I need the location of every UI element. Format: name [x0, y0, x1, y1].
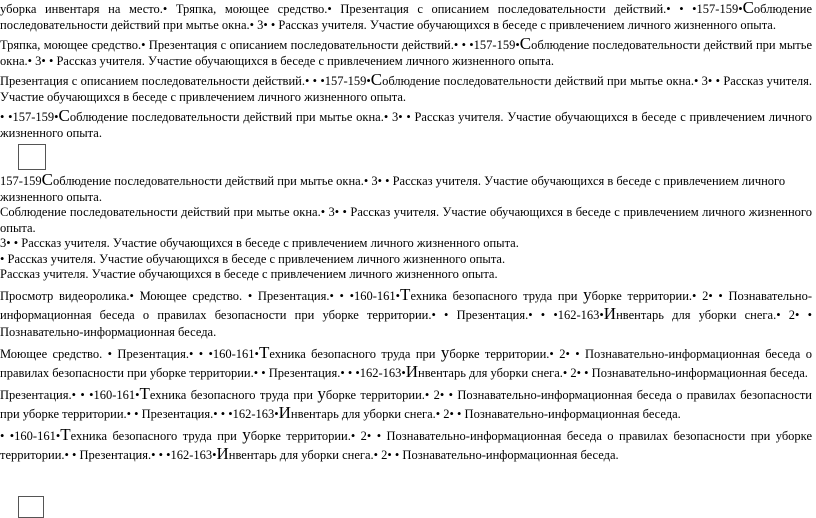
paragraph-1: уборка инвентаря на место.• Тряпка, моющее средство.• Презентация с описанием последовательности действий.• • •157-159•Соблюдение последовательности действий при мытье окна.• 3• • Рассказ учителя. Участие обучающихся в беседе с привлечением личного жизненного опыта. — [0, 0, 812, 32]
paragraph-10: Просмотр видеоролика.• Моющее средство. • Презентация.• • •160-161•Техника безопасного труда при уборке территории.• 2• • Познавательно-информационная беседа о правилах безопасности при уборке территории.• • Презентация.• • •162-163•Инвентарь для уборки снега.• 2• • Познавательно-информационная беседа. — [0, 284, 812, 339]
paragraph-12: Презентация.• • •160-161•Техника безопасного труда при уборке территории.• 2• • Познавательно-информационная беседа о правилах безопасности при уборке территории.• • Презентация.• • •162-163•Инвентарь для уборки снега.• 2• • Познавательно-информационная беседа. — [0, 383, 812, 422]
paragraph-6: Соблюдение последовательности действий при мытье окна.• 3• • Рассказ учителя. Участие обучающихся в беседе с привлечением личного жизненного опыта. — [0, 205, 812, 235]
paragraph-8: • Рассказ учителя. Участие обучающихся в беседе с привлечением личного жизненного опыта. — [0, 251, 506, 266]
paragraph-7: 3• • Рассказ учителя. Участие обучающихся в беседе с привлечением личного жизненного опыта. — [0, 236, 519, 250]
paragraph-3: Презентация с описанием последовательности действий.• • •157-159•Соблюдение последовательности действий при мытье окна.• 3• • Рассказ учителя. Участие обучающихся в беседе с привлечением личного жизненного опыта. — [0, 70, 812, 104]
paragraph-2: Тряпка, моющее средство.• Презентация с описанием последовательности действий.• • •157-159•Соблюдение последовательности действий при мытье окна.• 3• • Рассказ учителя. Участие обучающихся в беседе с привлечением личного жизненного опыта. — [0, 34, 812, 68]
paragraph-13: • •160-161•Техника безопасного труда при уборке территории.• 2• • Познавательно-информационная беседа о правилах безопасности при уборке территории.• • Презентация.• • •162-163•Инвентарь для уборки снега.• 2• • Познавательно-информационная беседа. — [0, 424, 812, 463]
image-placeholder-box — [18, 144, 46, 170]
image-placeholder-box-bottom — [18, 496, 44, 518]
paragraph-9: Рассказ учителя. Участие обучающихся в беседе с привлечением личного жизненного опыта. — [0, 267, 498, 281]
paragraph-4: • •157-159•Соблюдение последовательности действий при мытье окна.• 3• • Рассказ учителя. Участие обучающихся в беседе с привлечением личного жизненного опыта. — [0, 106, 812, 140]
paragraph-11: Моющее средство. • Презентация.• • •160-161•Техника безопасного труда при уборке территории.• 2• • Познавательно-информационная беседа о правилах безопасности при уборке территории.• • Презентация.• • •162-163•Инвентарь для уборки снега.• 2• • Познавательно-информационная беседа. — [0, 342, 812, 381]
paragraph-5: 157-159Соблюдение последовательности действий при мытье окна.• 3• • Рассказ учителя. Участие обучающихся в беседе с привлечением личного жизненного опыта. — [0, 170, 786, 204]
